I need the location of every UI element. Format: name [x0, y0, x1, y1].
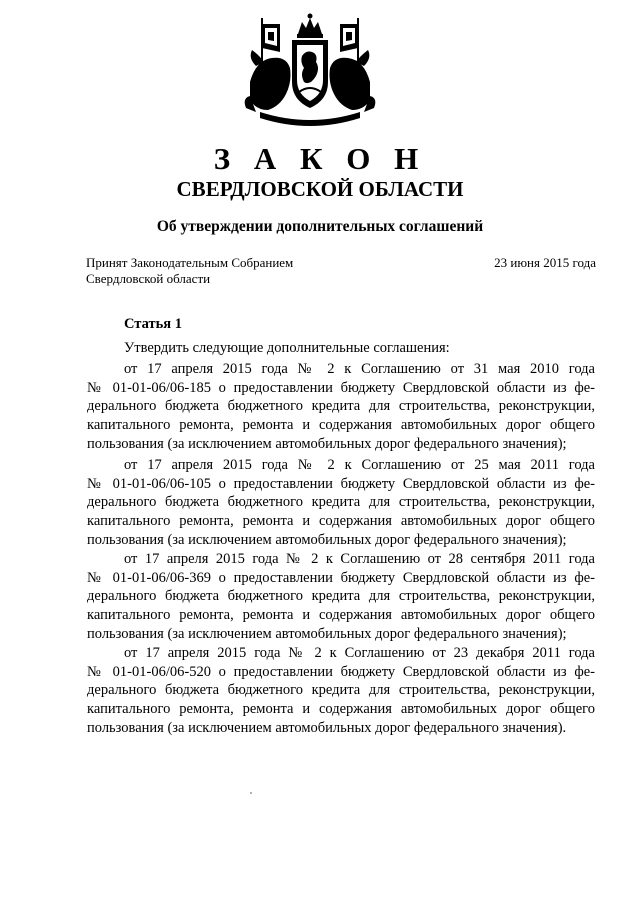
paragraph-line: № 01-01-06/06-369 о предоставлении бюджету Свердловской области из фе- — [87, 569, 595, 586]
paragraph-line: дерального бюджета бюджетного кредита для строительства, реконструкции, — [87, 682, 595, 699]
paragraph-line: от 17 апреля 2015 года № 2 к Соглашению от 31 мая 2010 года — [124, 361, 595, 377]
scan-speck — [250, 792, 252, 794]
region-name: СВЕРДЛОВСКОЙ ОБЛАСТИ — [176, 177, 464, 201]
paragraph-line: пользования (за исключением автомобильных дорог федерального значения); — [87, 625, 567, 642]
paragraph-line: капитального ремонта, ремонта и содержания автомобильных дорог общего — [87, 513, 595, 530]
paragraph-line: капитального ремонта, ремонта и содержания автомобильных дорог общего — [87, 701, 595, 718]
agreement-paragraph — [87, 360, 595, 454]
paragraph-line: дерального бюджета бюджетного кредита для строительства, реконструкции, — [87, 398, 595, 415]
paragraph-line: от 17 апреля 2015 года № 2 к Соглашению от 23 декабря 2011 года — [124, 645, 595, 661]
agreement-paragraph — [87, 644, 595, 738]
agreement-paragraph — [87, 550, 595, 644]
paragraph-line: пользования (за исключением автомобильных дорог федерального значения); — [87, 435, 567, 452]
paragraph-line: № 01-01-06/06-105 о предоставлении бюджету Свердловской области из фе- — [87, 475, 595, 492]
paragraph-line: дерального бюджета бюджетного кредита для строительства, реконструкции, — [87, 588, 595, 605]
paragraph-line: капитального ремонта, ремонта и содержания автомобильных дорог общего — [87, 417, 595, 434]
law-title: Об утверждении дополнительных соглашений — [156, 218, 484, 235]
paragraph-line: от 17 апреля 2015 года № 2 к Соглашению от 28 сентября 2011 года — [124, 551, 595, 567]
paragraph-line: от 17 апреля 2015 года № 2 к Соглашению от 25 мая 2011 года — [124, 457, 595, 473]
sverdlovsk-oblast-coat-of-arms-icon — [242, 12, 378, 128]
paragraph-line: пользования (за исключением автомобильных дорог федерального значения). — [87, 719, 567, 736]
paragraph-line: № 01-01-06/06-520 о предоставлении бюджету Свердловской области из фе- — [87, 663, 595, 680]
paragraph-line: пользования (за исключением автомобильных дорог федерального значения); — [87, 531, 567, 548]
paragraph-line: дерального бюджета бюджетного кредита для строительства, реконструкции, — [87, 494, 595, 511]
document-kind: З А К О Н — [213, 141, 427, 176]
article-intro: Утвердить следующие дополнительные соглашения: — [124, 340, 450, 356]
adoption-date: 23 июня 2015 года — [494, 255, 596, 270]
paragraph-line: № 01-01-06/06-185 о предоставлении бюджету Свердловской области из фе- — [87, 379, 595, 396]
adopted-by-text: Принят Законодательным Собранием Свердловской области — [86, 255, 294, 286]
agreement-paragraph — [87, 456, 595, 550]
paragraph-line: капитального ремонта, ремонта и содержания автомобильных дорог общего — [87, 607, 595, 624]
article-heading: Статья 1 — [124, 316, 182, 332]
